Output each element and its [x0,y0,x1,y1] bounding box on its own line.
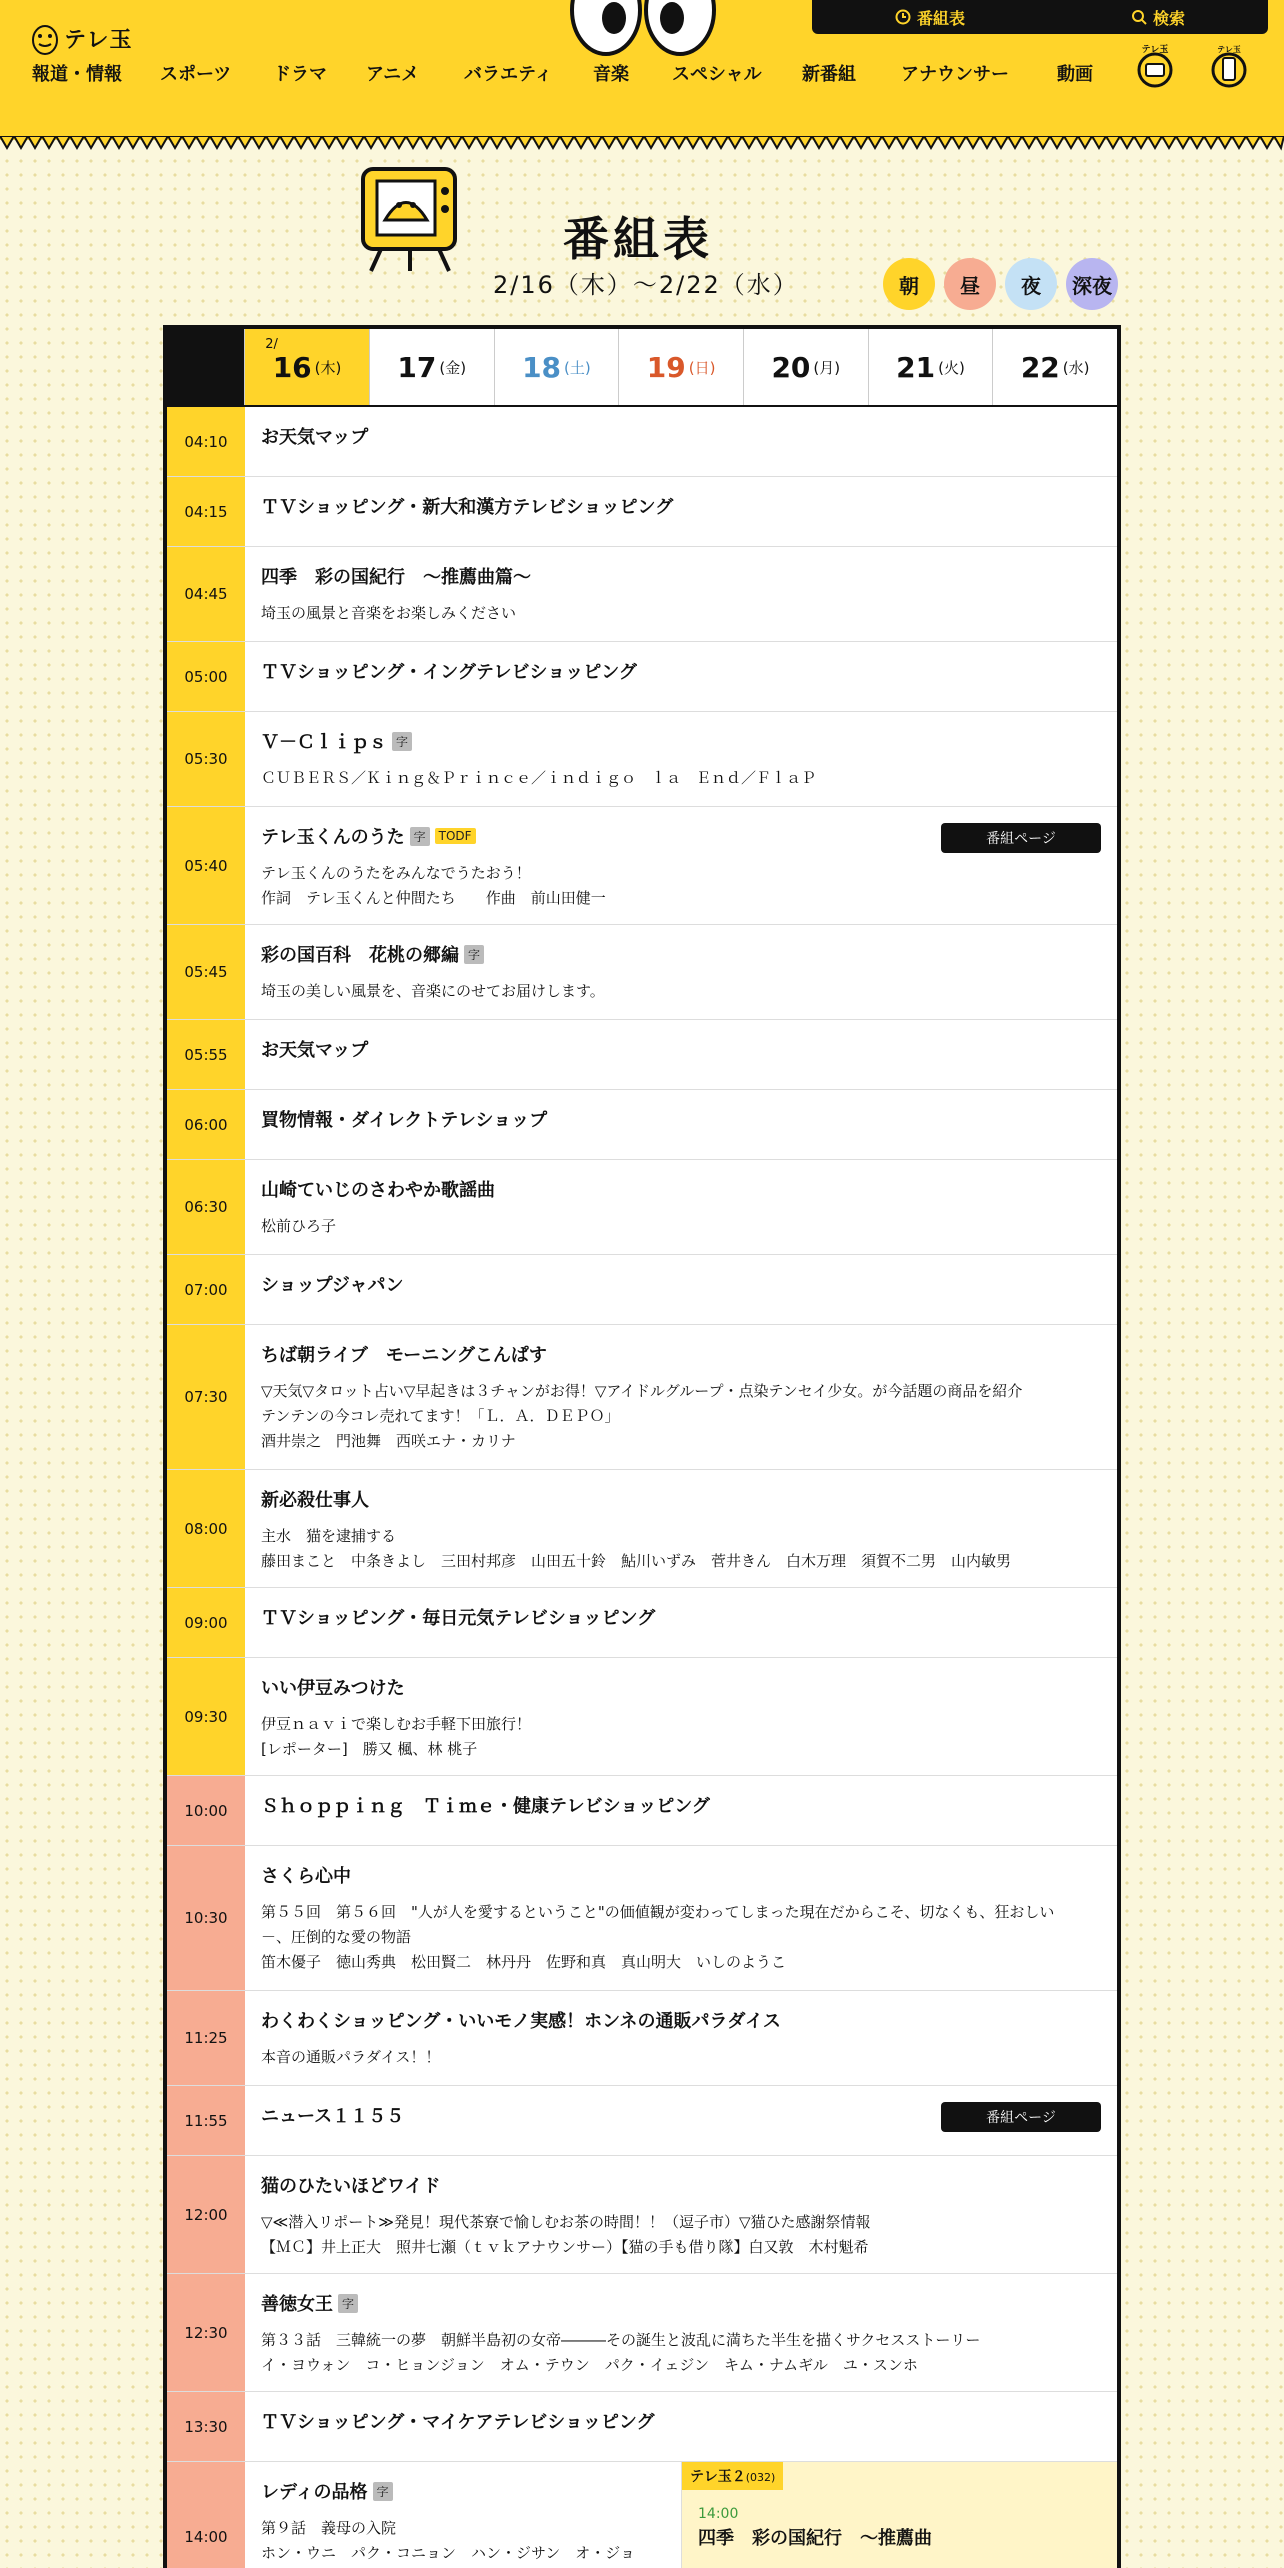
program-title[interactable] [261,1862,1101,1888]
day-tab-weekday: (金) [439,358,467,377]
day-tab[interactable] [868,329,993,405]
program-page-button[interactable]: 番組ページ [941,2102,1101,2132]
program-row[interactable] [167,1470,1117,1588]
site-logo[interactable] [30,18,133,58]
program-description [261,2328,1101,2378]
program-cell[interactable] [245,1020,1117,1089]
program-time: 05:55 [167,1020,245,1089]
program-title-text: 猫のひたいほどワイド [261,2176,441,2197]
program-cell[interactable] [245,1470,1117,1587]
program-title[interactable] [261,728,1101,754]
program-cell[interactable] [245,2156,1117,2273]
program-cell[interactable] [245,547,1117,641]
tele-tama-mascot-icon [30,18,60,58]
program-cell[interactable] [245,642,1117,711]
program-title-text: お天気マップ [261,1040,369,1061]
svg-text:テレ玉: テレ玉 [1217,45,1241,54]
day-tab-weekday: (日) [688,358,716,377]
program-time: 04:45 [167,547,245,641]
program-row[interactable] [167,1846,1117,1991]
program-time: 12:00 [167,2156,245,2273]
nav-anime[interactable]: アニメ [366,64,420,85]
main-nav [0,60,1284,90]
day-tabs [167,329,1117,407]
page-title: 番組表 [563,212,713,266]
program-cell[interactable] [245,807,1117,924]
program-description-line: －、圧倒的な愛の物語 [261,1928,412,1946]
program-row[interactable] [167,1020,1117,1090]
program-title[interactable] [261,423,1101,449]
program-row[interactable] [167,712,1117,807]
program-description-line: 作詞 テレ玉くんと仲間たち 作曲 前山田健一 [261,889,606,907]
program-time: 11:25 [167,1991,245,2085]
program-cell[interactable] [245,712,1117,806]
program-description-line: 埼玉の風景と音楽をお楽しみください [261,604,517,622]
program-description-line: 松前ひろ子 [261,1217,337,1235]
program-row[interactable] [167,1588,1117,1658]
program-time: 04:10 [167,407,245,476]
program-time: 05:00 [167,642,245,711]
program-title-text: さくら心中 [261,1866,351,1887]
program-description [261,1379,1101,1454]
program-title[interactable] [261,1674,1101,1700]
program-description [261,979,1101,1004]
day-tab-date: 17 [397,350,437,384]
page-title-area [355,165,955,305]
header-zigzag-edge [0,136,1284,152]
program-description [261,1524,1101,1574]
program-title-text: レディの品格 [261,2482,368,2503]
subchannel-title[interactable]: 四季 彩の国紀行 ～推薦曲 [698,2528,932,2549]
program-title[interactable] [261,1604,1101,1630]
program-cell[interactable] [245,1991,1117,2085]
tod-afternoon-button[interactable]: 昼 [944,258,996,310]
program-row[interactable] [167,407,1117,477]
program-title[interactable] [261,2007,1101,2033]
program-row[interactable] [167,1776,1117,1846]
program-title[interactable] [261,1341,1101,1367]
day-tab-weekday: (木) [314,358,342,377]
site-header [0,0,1284,140]
program-description [261,1214,1101,1239]
program-title-text: テレ玉くんのうた [261,827,405,848]
program-time: 14:00 [167,2462,245,2568]
program-title-text: 買物情報・ダイレクトテレショップ [261,1110,548,1131]
program-title-text: ＴＶショッピング・イングテレビショッピング [261,662,637,683]
subtitle-badge: 字 [373,2482,393,2501]
program-description-line: 伊豆ｎａｖｉで楽しむお手軽下田旅行！ [261,1715,532,1733]
program-description [261,1900,1101,1975]
tod-evening-button[interactable]: 夜 [1005,258,1057,310]
program-row[interactable] [167,1991,1117,2086]
program-description-line: ＣＵＢＥＲＳ／Ｋｉｎｇ＆Ｐｒｉｎｃｅ／ｉｎｄｉｇｏ ｌａ Ｅｎｄ／ＦｌａＰ [261,769,817,787]
program-time: 12:30 [167,2274,245,2391]
program-title[interactable] [261,2478,665,2504]
day-tab[interactable] [618,329,743,405]
program-list [167,407,1117,2568]
program-time: 04:15 [167,477,245,546]
program-title[interactable] [261,941,1101,967]
program-description [261,2210,1101,2260]
mascot-eyes-icon [568,0,718,60]
program-description [261,2516,665,2566]
subchannel-time: 14:00 [698,2506,739,2522]
program-title-text: 新必殺仕事人 [261,1490,369,1511]
day-tab-date: 20 [771,350,811,384]
program-description [261,861,1101,911]
search-icon [1131,9,1147,25]
program-row[interactable] [167,2392,1117,2462]
program-cell[interactable] [245,1588,1117,1657]
todf-badge: TODF [435,828,476,844]
program-title[interactable] [261,658,1101,684]
program-description-line: 笛木優子 徳山秀典 松田賢二 林丹丹 佐野和真 真山明大 いしのようこ [261,1953,787,1971]
program-row[interactable] [167,547,1117,642]
program-description [261,1712,1101,1762]
subchannel-program-cell[interactable] [681,2462,1117,2568]
channel-name: テレ玉２ [690,2469,746,2485]
program-description-line: テレ玉くんのうたをみんなでうたおう！ [261,864,531,882]
program-row[interactable] [167,925,1117,1020]
program-cell[interactable] [245,1090,1117,1159]
program-row[interactable] [167,2156,1117,2274]
program-time: 05:30 [167,712,245,806]
program-description [261,2045,1101,2070]
nav-drama[interactable]: ドラマ [273,64,327,85]
day-tab-weekday: (水) [1062,358,1090,377]
program-title-text: ショップジャパン [261,1275,404,1296]
program-split [245,2462,1117,2568]
program-time: 05:40 [167,807,245,924]
clock-icon [895,9,911,25]
tele-tama-app-icon[interactable] [1207,44,1251,88]
program-cell[interactable] [245,2462,681,2568]
program-row[interactable] [167,642,1117,712]
day-tab-date: 21 [896,350,936,384]
day-tab-weekday: (火) [938,358,965,377]
program-cell[interactable] [245,2086,1117,2155]
program-title-text: 山崎ていじのさわやか歌謡曲 [261,1180,495,1201]
subtitle-badge: 字 [392,732,412,751]
program-page-button[interactable]: 番組ページ [941,823,1101,853]
nav-variety[interactable]: バラエティ [464,64,553,85]
program-title-text: ＴＶショッピング・マイケアテレビショッピング [261,2412,655,2433]
program-cell[interactable] [245,1658,1117,1775]
program-cell[interactable] [245,1325,1117,1469]
program-title-text: わくわくショッピング・いいモノ実感！ホンネの通販パラダイス [261,2011,781,2032]
program-time: 05:45 [167,925,245,1019]
schedule-grid [163,325,1121,2568]
day-tab-date: 18 [522,350,562,384]
day-tab-date: 16 [272,350,312,384]
program-title[interactable] [261,563,1101,589]
tele-tama-shop-icon[interactable] [1133,44,1177,88]
program-cell[interactable] [245,2274,1117,2391]
nav-news[interactable]: 報道・情報 [32,64,122,85]
program-title[interactable] [261,1792,1101,1818]
program-time: 06:00 [167,1090,245,1159]
program-description-line: テンテンの今コレ売れてます！「Ｌ．Ａ．ＤＥＰＯ」 [261,1407,620,1425]
program-title[interactable] [261,493,1101,519]
program-description-line: ▽≪潜入リポート≫発見！現代茶寮で愉しむお茶の時間！！（逗子市）▽猫ひた感謝祭情報 [261,2213,871,2231]
program-time: 10:00 [167,1776,245,1845]
program-description-line: [レポーター] 勝又 楓、林 桃子 [261,1740,478,1758]
program-description-line: 第５５回 第５６回 "人が人を愛するということ"の価値観が変わってしまった現在だからこそ、切なくも、狂おしい [261,1903,1055,1921]
channel-badge [682,2462,783,2490]
subtitle-badge: 字 [410,827,430,846]
nav-new-programs[interactable]: 新番組 [802,64,856,85]
program-cell[interactable] [245,1846,1117,1990]
program-cell[interactable] [245,407,1117,476]
program-description [261,766,1101,791]
program-title[interactable] [261,1271,1101,1297]
day-tab[interactable] [244,329,369,405]
day-tab-date: 19 [646,350,686,384]
topbar [812,0,1268,34]
program-title-text: お天気マップ [261,427,369,448]
program-time: 06:30 [167,1160,245,1254]
program-time: 10:30 [167,1846,245,1990]
program-title-text: ＴＶショッピング・新大和漢方テレビショッピング [261,497,674,518]
program-time: 07:30 [167,1325,245,1469]
program-description-line: 藤田まこと 中条きよし 三田村邦彦 山田五十鈴 鮎川いずみ 菅井きん 白木万理 須賀不二男 山内敏男 [261,1552,1012,1570]
day-tab-weekday: (土) [564,358,591,377]
program-title-text: Ｓｈｏｐｐｉｎｇ Ｔｉｍｅ・健康テレビショッピング [261,1796,710,1817]
program-title-text: 四季 彩の国紀行 ～推薦曲篇～ [261,567,531,588]
svg-text:テレ玉: テレ玉 [1141,45,1169,55]
program-description-line: 主水 猫を逮捕する [261,1527,397,1545]
day-tabs-corner [167,329,244,405]
program-title[interactable] [261,2408,1101,2434]
day-tab[interactable] [494,329,619,405]
program-cell[interactable] [245,925,1117,1019]
program-cell[interactable] [245,477,1117,546]
program-title[interactable] [261,2172,1101,2198]
program-row[interactable] [167,2462,1117,2568]
program-row[interactable] [167,807,1117,925]
program-cell[interactable] [245,1255,1117,1324]
program-time: 08:00 [167,1470,245,1587]
logo-text: テレ玉 [64,27,133,53]
program-title[interactable] [261,2290,1101,2316]
search-link-label: 検索 [1152,8,1185,28]
program-description-line: 埼玉の美しい風景を、音楽にのせてお届けします。 [261,982,605,1000]
tod-morning-button[interactable]: 朝 [883,258,935,310]
program-description [261,601,1101,626]
program-title-text: ＴＶショッピング・毎日元気テレビショッピング [261,1608,656,1629]
program-description-line: 本音の通販パラダイス！！ [261,2048,441,2066]
schedule-link-label: 番組表 [916,8,965,28]
nav-special[interactable]: スペシャル [672,64,762,85]
program-description-line: 第９話 義母の入院 [261,2519,397,2537]
program-description-line: ホン・ウニ パク・コニョン ハン・ジサン オ・ジョ [261,2544,635,2562]
program-description-line: 第３３話 三韓統一の夢 朝鮮半島初の女帝―――その誕生と波乱に満ちた半生を描くサクセスストーリー [261,2331,981,2349]
program-row[interactable] [167,477,1117,547]
program-row[interactable] [167,1658,1117,1776]
program-row[interactable] [167,2274,1117,2392]
program-title-text: 善徳女王 [261,2294,333,2315]
nav-videos[interactable]: 動画 [1057,64,1093,85]
program-time: 13:30 [167,2392,245,2461]
subtitle-badge: 字 [464,945,484,964]
nav-announcers[interactable]: アナウンサー [901,64,1009,85]
program-title-text: ちば朝ライブ モーニングこんぱす [261,1345,547,1366]
channel-number: (032) [745,2471,776,2484]
program-title-text: ニュース１１５５ [261,2106,405,2127]
program-description-line: 酒井崇之 門池舞 西咲エナ・カリナ [261,1432,516,1450]
tod-late-night-button[interactable]: 深夜 [1066,258,1118,310]
program-cell[interactable] [245,1160,1117,1254]
program-title-text: 彩の国百科 花桃の郷編 [261,945,459,966]
program-title[interactable] [261,1486,1101,1512]
program-row[interactable] [167,1325,1117,1470]
day-tab[interactable] [992,329,1117,405]
tv-mascot-icon [355,165,465,275]
program-row[interactable] [167,2086,1117,2156]
day-tab-month: 2/ [265,337,278,352]
schedule-link[interactable] [895,6,965,29]
program-time: 07:00 [167,1255,245,1324]
nav-sports[interactable]: スポーツ [160,64,232,85]
program-description-line: 【ＭＣ】井上正大 照井七瀬（ｔｖｋアナウンサー）【猫の手も借り隊】白又敦 木村魁希 [261,2238,869,2256]
program-title-text: いい伊豆みつけた [261,1678,405,1699]
date-range: 2/16（木）〜2/22（水） [493,271,799,299]
program-title[interactable] [261,1036,1101,1062]
program-row[interactable] [167,1090,1117,1160]
program-time: 09:00 [167,1588,245,1657]
program-time: 09:30 [167,1658,245,1775]
search-link[interactable] [1131,6,1185,29]
program-row[interactable] [167,1255,1117,1325]
program-time: 11:55 [167,2086,245,2155]
subtitle-badge: 字 [338,2294,358,2313]
program-title-text: Ｖ－Ｃｌｉｐｓ [261,732,387,753]
program-title[interactable] [261,1106,1101,1132]
day-tab-weekday: (月) [813,358,841,377]
day-tab[interactable] [369,329,494,405]
program-description-line: イ・ヨウォン コ・ヒョンジョン オム・テウン パク・イェジン キム・ナムギル ユ・スンホ [261,2356,918,2374]
day-tab[interactable] [743,329,868,405]
program-cell[interactable] [245,1776,1117,1845]
program-description-line: ▽天気▽タロット占い▽早起きは３チャンがお得！▽アイドルグループ・点染テンセイ少女。が今話題の商品を紹介 [261,1382,1023,1400]
program-row[interactable] [167,1160,1117,1255]
day-tab-date: 22 [1020,350,1060,384]
nav-music[interactable]: 音楽 [593,64,629,85]
program-cell[interactable] [245,2392,1117,2461]
program-title[interactable] [261,1176,1101,1202]
